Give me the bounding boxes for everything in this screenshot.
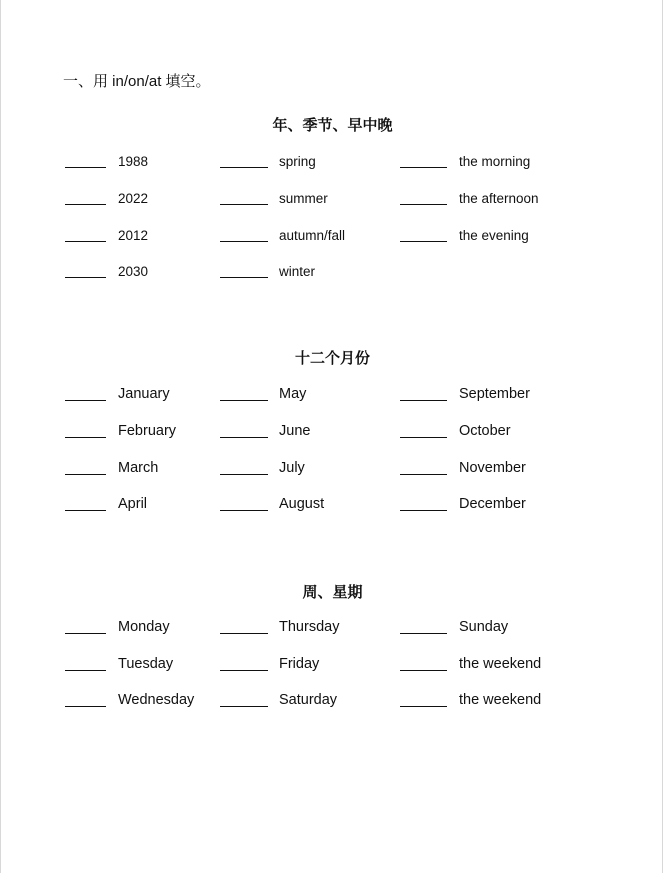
item-word: summer: [279, 191, 328, 206]
answer-blank[interactable]: [220, 400, 268, 401]
item-word: Sunday: [459, 619, 509, 635]
item-word: April: [118, 496, 148, 512]
item-word: Wednesday: [118, 692, 195, 708]
item-word: the weekend: [459, 656, 542, 672]
table-row: [1, 494, 664, 516]
table-row: [1, 188, 664, 210]
table-row: [1, 384, 664, 406]
item-word: 2030: [118, 264, 149, 279]
item-word: May: [279, 386, 307, 402]
answer-blank[interactable]: [220, 633, 268, 634]
answer-blank[interactable]: [400, 400, 447, 401]
item-word: 2022: [118, 191, 149, 206]
answer-blank[interactable]: [400, 633, 447, 634]
answer-blank[interactable]: [220, 437, 268, 438]
item-word: Monday: [118, 619, 170, 635]
item-word: Saturday: [279, 692, 338, 708]
item-word: September: [459, 386, 530, 402]
item-word: 1988: [118, 154, 149, 169]
answer-blank[interactable]: [65, 167, 106, 168]
answer-blank[interactable]: [65, 437, 106, 438]
item-word: December: [459, 496, 526, 512]
item-word: autumn/fall: [279, 228, 346, 243]
table-row: [1, 617, 664, 639]
item-word: October: [459, 423, 511, 439]
item-word: the weekend: [459, 692, 542, 708]
answer-blank[interactable]: [65, 474, 106, 475]
answer-blank[interactable]: [65, 510, 106, 511]
table-row: [1, 151, 664, 173]
item-word: winter: [279, 264, 316, 279]
item-word: 2012: [118, 228, 149, 243]
item-word: Tuesday: [118, 656, 174, 672]
table-row: [1, 690, 664, 712]
instruction-heading: 一、用 in/on/at 填空。: [63, 73, 211, 90]
answer-blank[interactable]: [220, 670, 268, 671]
answer-blank[interactable]: [65, 241, 106, 242]
table-row: [1, 458, 664, 480]
item-word: March: [118, 460, 159, 476]
item-word: February: [118, 423, 177, 439]
table-row: [1, 654, 664, 676]
answer-blank[interactable]: [220, 241, 268, 242]
answer-blank[interactable]: [65, 204, 106, 205]
item-word: July: [279, 460, 305, 476]
section-title-months: 十二个月份: [294, 350, 370, 367]
answer-blank[interactable]: [220, 277, 268, 278]
answer-blank[interactable]: [400, 204, 447, 205]
item-word: November: [459, 460, 526, 476]
answer-blank[interactable]: [400, 241, 447, 242]
answer-blank[interactable]: [65, 706, 106, 707]
answer-blank[interactable]: [400, 437, 447, 438]
answer-blank[interactable]: [400, 474, 447, 475]
answer-blank[interactable]: [400, 510, 447, 511]
table-row: [1, 225, 664, 247]
answer-blank[interactable]: [220, 706, 268, 707]
section-title-years-seasons: 年、季节、早中晚: [272, 117, 393, 134]
answer-blank[interactable]: [65, 670, 106, 671]
answer-blank[interactable]: [220, 474, 268, 475]
answer-blank[interactable]: [220, 204, 268, 205]
section-title-weekdays: 周、星期: [302, 584, 363, 601]
answer-blank[interactable]: [400, 706, 447, 707]
answer-blank[interactable]: [65, 400, 106, 401]
answer-blank[interactable]: [220, 167, 268, 168]
item-word: the evening: [459, 228, 529, 243]
answer-blank[interactable]: [65, 277, 106, 278]
item-word: Thursday: [279, 619, 340, 635]
item-word: January: [118, 386, 170, 402]
answer-blank[interactable]: [400, 670, 447, 671]
table-row: [1, 261, 664, 283]
item-word: June: [279, 423, 311, 439]
item-word: the afternoon: [459, 191, 539, 206]
item-word: Friday: [279, 656, 320, 672]
answer-blank[interactable]: [220, 510, 268, 511]
item-word: the morning: [459, 154, 531, 169]
item-word: spring: [279, 154, 316, 169]
table-row: [1, 421, 664, 443]
answer-blank[interactable]: [65, 633, 106, 634]
item-word: August: [279, 496, 325, 512]
answer-blank[interactable]: [400, 167, 447, 168]
